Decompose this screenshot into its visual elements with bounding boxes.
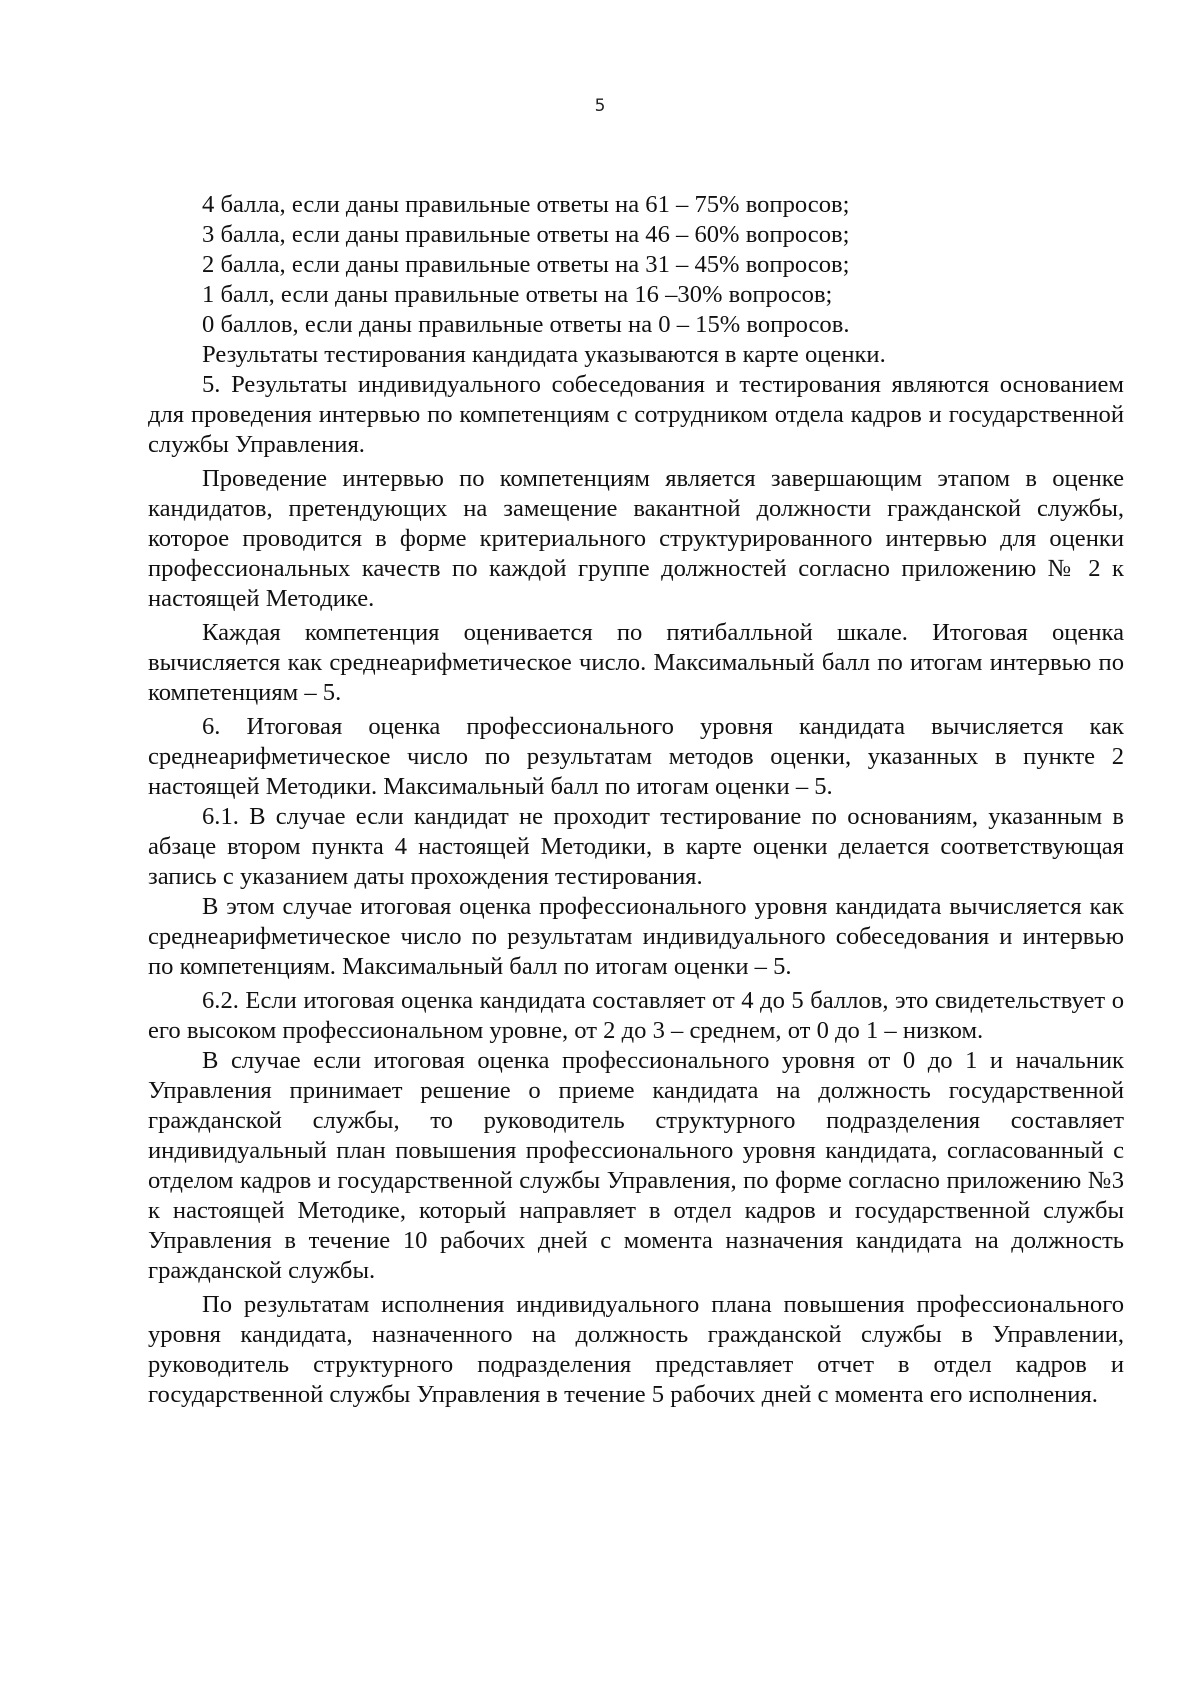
- page-number: 5: [594, 96, 606, 116]
- paragraph-competency-scale: Каждая компетенция оценивается по пятибалльной шкале. Итоговая оценка вычисляется как среднеарифметическое число. Максимальный балл по итогам интервью по компетенциям – 5.: [148, 619, 1124, 706]
- paragraph-interview: Проведение интервью по компетенциям является завершающим этапом в оценке кандидатов, претендующих на замещение вакантной должности гражданской службы, которое проводится в форме критериального структурированного интервью для оценки профессиональных качеств по каждой группе должностей согласно приложению № 2 к настоящей Методике.: [148, 465, 1124, 612]
- score-line-1: 1 балл, если даны правильные ответы на 16 –30% вопросов;: [202, 281, 833, 308]
- paragraph-item-6: 6. Итоговая оценка профессионального уровня кандидата вычисляется как среднеарифметическое число по результатам методов оценки, указанных в пункте 2 настоящей Методики. Максимальный балл по итогам оценки – 5.: [148, 713, 1124, 800]
- score-line-0: 0 баллов, если даны правильные ответы на 0 – 15% вопросов.: [202, 311, 850, 338]
- paragraph-this-case: В этом случае итоговая оценка профессионального уровня кандидата вычисляется как среднеарифметическое число по результатам индивидуального собеседования и интервью по компетенциям. Максимальный балл по итогам оценки – 5.: [148, 893, 1124, 980]
- document-body: [148, 190, 1124, 1410]
- paragraph-test-results: Результаты тестирования кандидата указываются в карте оценки.: [202, 341, 886, 368]
- score-line-3: 3 балла, если даны правильные ответы на 46 – 60% вопросов;: [202, 221, 850, 248]
- paragraph-individual-plan: В случае если итоговая оценка профессионального уровня от 0 до 1 и начальник Управления принимает решение о приеме кандидата на должность государственной гражданской службы, то руководитель структурного подразделения составляет индивидуальный план повышения профессионального уровня кандидата, согласованный с отделом кадров и государственной службы Управления, по форме согласно приложению №3 к настоящей Методике, который направляет в отдел кадров и государственной службы Управления в течение 10 рабочих дней с момента назначения кандидата на должность гражданской службы.: [148, 1047, 1124, 1284]
- score-line-4: 4 балла, если даны правильные ответы на 61 – 75% вопросов;: [202, 191, 850, 218]
- paragraph-item-5: 5. Результаты индивидуального собеседования и тестирования являются основанием для проведения интервью по компетенциям с сотрудником отдела кадров и государственной службы Управления.: [148, 371, 1124, 458]
- paragraph-item-6-2: 6.2. Если итоговая оценка кандидата составляет от 4 до 5 баллов, это свидетельствует о его высоком профессиональном уровне, от 2 до 3 – среднем, от 0 до 1 – низком.: [148, 987, 1124, 1044]
- paragraph-item-6-1: 6.1. В случае если кандидат не проходит тестирование по основаниям, указанным в абзаце втором пункта 4 настоящей Методики, в карте оценки делается соответствующая запись с указанием даты прохождения тестирования.: [148, 803, 1124, 890]
- paragraph-plan-report: По результатам исполнения индивидуального плана повышения профессионального уровня кандидата, назначенного на должность гражданской службы в Управлении, руководитель структурного подразделения представляет отчет в отдел кадров и государственной службы Управления в течение 5 рабочих дней с момента его исполнения.: [148, 1291, 1124, 1408]
- score-line-2: 2 балла, если даны правильные ответы на 31 – 45% вопросов;: [202, 251, 850, 278]
